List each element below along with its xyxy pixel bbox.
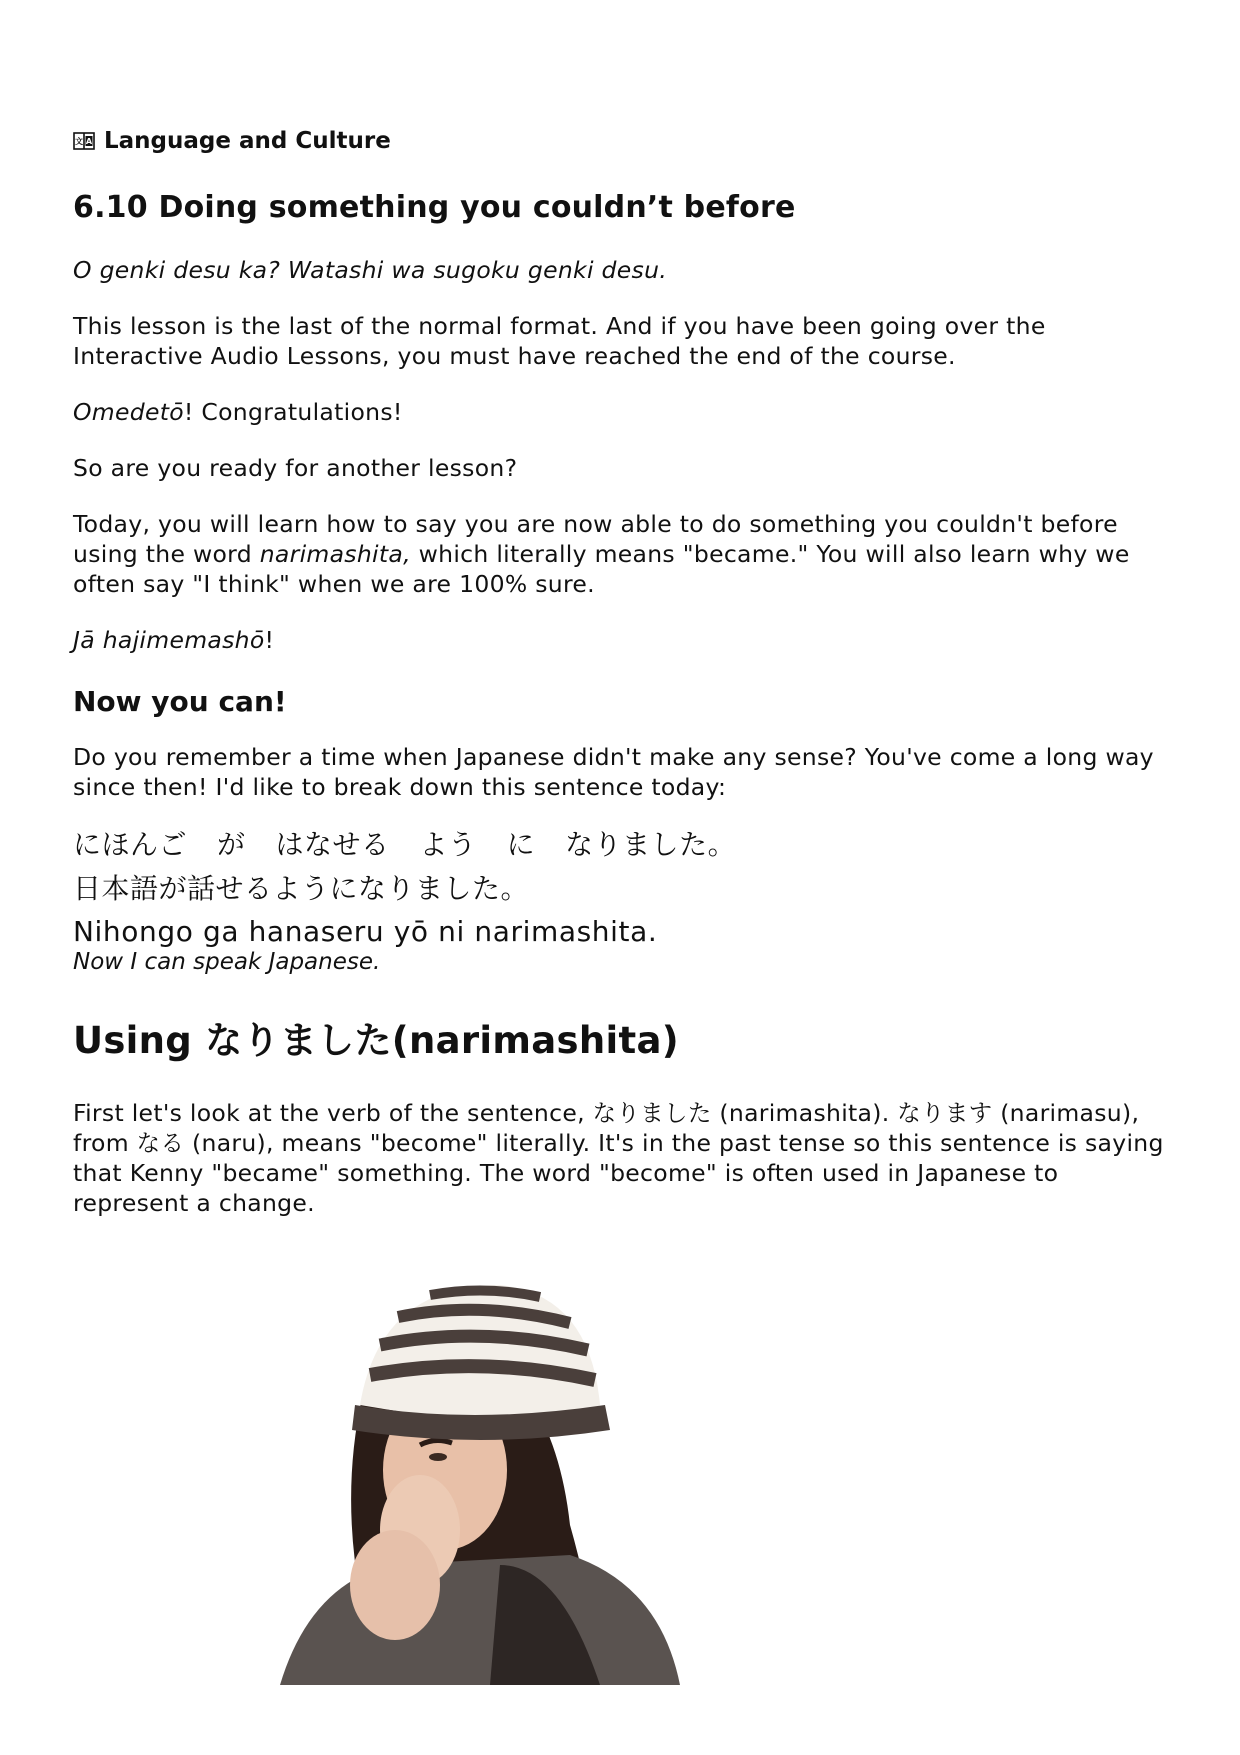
kana-sentence	[73, 828, 1173, 862]
today-italic: narimashita,	[259, 540, 411, 568]
svg-text:A: A	[85, 137, 93, 146]
translation: Now I can speak Japanese.	[73, 949, 381, 975]
using-paragraph: First let's look at the verb of the sentence, なりました (narimashita). なります (narimasu), from なる (naru), means "become" literally. It's in the past tense so this sentence is saying that Kenny "became" something. The word "become" is often used in Japanese to represent a change.	[73, 1099, 1164, 1217]
kana-word: はなせる	[275, 828, 390, 861]
greeting: O genki desu ka? Watashi wa sugoku genki desu.	[73, 256, 668, 284]
svg-text:文: 文	[75, 137, 83, 146]
section-label	[73, 128, 1173, 154]
congrats-paragraph	[73, 397, 1173, 427]
congrats-rest: ! Congratulations!	[183, 398, 403, 426]
woman-in-beanie-photo	[270, 1265, 690, 1685]
today-text-a: Today, you will learn how to say you are now able to do something you couldn't before using the word	[73, 510, 1118, 568]
kana-word: が	[217, 828, 246, 861]
now-you-can-heading: Now you can!	[73, 685, 287, 718]
start-paragraph	[73, 625, 1173, 655]
today-text-b: which literally means "became." You will also learn why we often say "I think" when we are 100% sure.	[73, 540, 1130, 598]
using-heading: Using なりました(narimashita)	[73, 1019, 679, 1062]
start-italic: Jā hajimemashō	[73, 626, 265, 654]
now-you-can-intro: Do you remember a time when Japanese didn't make any sense? You've come a long way since then! I'd like to break down this sentence today:	[73, 743, 1154, 801]
section-label-text: Language and Culture	[104, 128, 391, 154]
kana-word: に	[506, 828, 536, 861]
ready-paragraph: So are you ready for another lesson?	[73, 454, 518, 482]
kana-word: にほんご	[73, 828, 188, 861]
lesson-title: 6.10 Doing something you couldn’t before	[73, 190, 796, 225]
kanji-sentence: 日本語が話せるようになりました。	[73, 872, 530, 905]
today-paragraph	[73, 509, 1173, 599]
congrats-italic: Omedetō	[73, 398, 184, 426]
kana-word: よう	[419, 828, 477, 861]
document-page	[73, 128, 1173, 1244]
intro-paragraph: This lesson is the last of the normal format. And if you have been going over the Interactive Audio Lessons, you must have reached the end of the course.	[73, 312, 1046, 370]
book-icon	[73, 130, 95, 152]
romaji-sentence: Nihongo ga hanaseru yō ni narimashita.	[73, 915, 658, 948]
kana-word: なりました。	[565, 828, 737, 861]
start-rest: !	[264, 626, 275, 654]
